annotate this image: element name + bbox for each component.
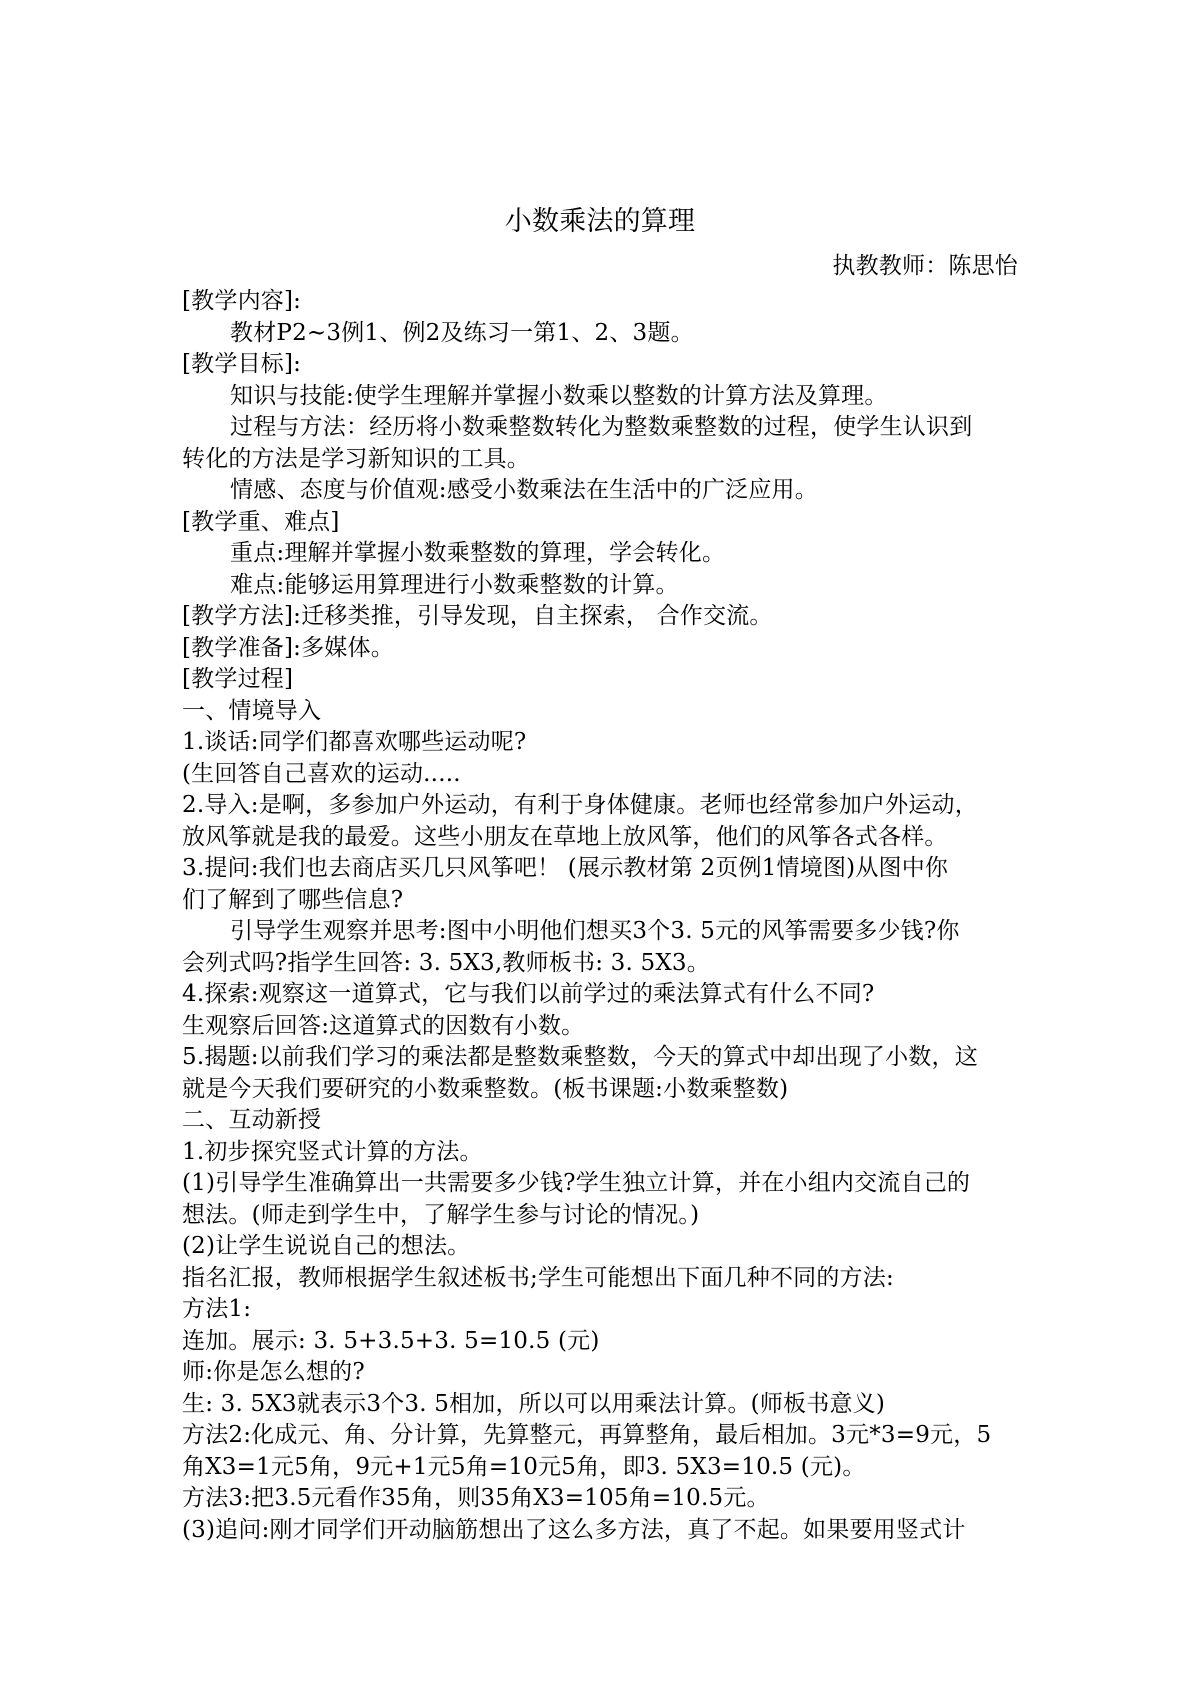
text-line: (3)追问:刚才同学们开动脑筋想出了这么多方法，真了不起。如果要用竖式计 <box>182 1516 966 1543</box>
text-line: [教学内容]: <box>182 288 302 314</box>
text-line: 2.导入:是啊，多参加户外运动，有利于身体健康。老师也经常参加户外运动， <box>182 792 978 818</box>
text-line: 角X3=1元5角，9元+1元5角=10元5角，即3. 5X3=10.5 (元)。 <box>182 1453 866 1480</box>
text-line: 一、情境导入 <box>182 697 322 724</box>
text-line: 方法3:把3.5元看作35角，则35角X3=105角=10.5元。 <box>182 1485 770 1511</box>
text-line: 1.谈话:同学们都喜欢哪些运动呢? <box>182 729 527 755</box>
text-line: 生: 3. 5X3就表示3个3. 5相加，所以可以用乘法计算。(师板书意义) <box>182 1390 886 1417</box>
text-line: [教学过程] <box>182 666 294 692</box>
text-line: 过程与方法：经历将小数乘整数转化为整数乘整数的过程，使学生认识到 <box>230 414 973 440</box>
text-line: 连加。展示: 3. 5+3.5+3. 5=10.5 (元) <box>182 1327 600 1354</box>
text-line: (生回答自己喜欢的运动..... <box>182 760 461 787</box>
document-title: 小数乘法的算理 <box>504 206 696 237</box>
text-line: 1.初步探究竖式计算的方法。 <box>182 1138 483 1165</box>
text-line: 师:你是怎么想的? <box>182 1359 365 1385</box>
document-page <box>182 198 1018 1546</box>
text-line: 重点:理解并掌握小数乘整数的算理，学会转化。 <box>230 540 726 566</box>
text-line: 难点:能够运用算理进行小数乘整数的计算。 <box>230 571 679 598</box>
text-line: 想法。(师走到学生中，了解学生参与讨论的情况。) <box>182 1201 700 1228</box>
document-author: 执教教师：陈思怡 <box>832 253 1018 279</box>
text-line: 3.提问:我们也去商店买几只风筝吧！ (展示教材第 2页例1情境图)从图中你 <box>182 855 949 881</box>
document-body <box>182 286 1018 1546</box>
text-line: 们了解到了哪些信息? <box>182 886 404 913</box>
text-line: (2)让学生说说自己的想法。 <box>182 1233 471 1259</box>
text-line: 会列式吗?指学生回答: 3. 5X3,教师板书: 3. 5X3。 <box>182 949 710 976</box>
text-line: 转化的方法是学习新知识的工具。 <box>182 445 530 472</box>
text-line: [教学重、难点] <box>182 508 340 535</box>
text-line: [教学准备]:多媒体。 <box>182 634 394 661</box>
text-line: 生观察后回答:这道算式的因数有小数。 <box>182 1012 585 1039</box>
text-line: [教学目标]: <box>182 351 302 377</box>
text-line: 方法1: <box>182 1296 252 1322</box>
text-line: 放风筝就是我的最爱。这些小朋友在草地上放风筝，他们的风筝各式各样。 <box>182 823 948 850</box>
text-line: (1)引导学生准确算出一共需要多少钱?学生独立计算，并在小组内交流自己的 <box>182 1170 971 1196</box>
text-line: 二、互动新授 <box>182 1107 322 1133</box>
text-line: 5.揭题:以前我们学习的乘法都是整数乘整数，今天的算式中却出现了小数，这 <box>182 1044 978 1070</box>
text-line: 知识与技能:使学生理解并掌握小数乘以整数的计算方法及算理。 <box>230 382 888 409</box>
text-line: 情感、态度与价值观:感受小数乘法在生活中的广泛应用。 <box>230 477 818 503</box>
text-line: 方法2:化成元、角、分计算，先算整元，再算整角，最后相加。3元*3=9元，5 <box>182 1422 992 1448</box>
text-line: [教学方法]:迁移类推，引导发现，自主探索， 合作交流。 <box>182 603 773 629</box>
text-line: 就是今天我们要研究的小数乘整数。(板书课题:小数乘整数) <box>182 1075 789 1102</box>
text-line: 教材P2~3例1、例2及练习一第1、2、3题。 <box>230 319 694 346</box>
text-line: 4.探索:观察这一道算式，它与我们以前学过的乘法算式有什么不同? <box>182 981 875 1007</box>
text-line: 指名汇报，教师根据学生叙述板书;学生可能想出下面几种不同的方法: <box>182 1264 894 1291</box>
text-line: 引导学生观察并思考:图中小明他们想买3个3. 5元的风筝需要多少钱?你 <box>230 918 960 944</box>
